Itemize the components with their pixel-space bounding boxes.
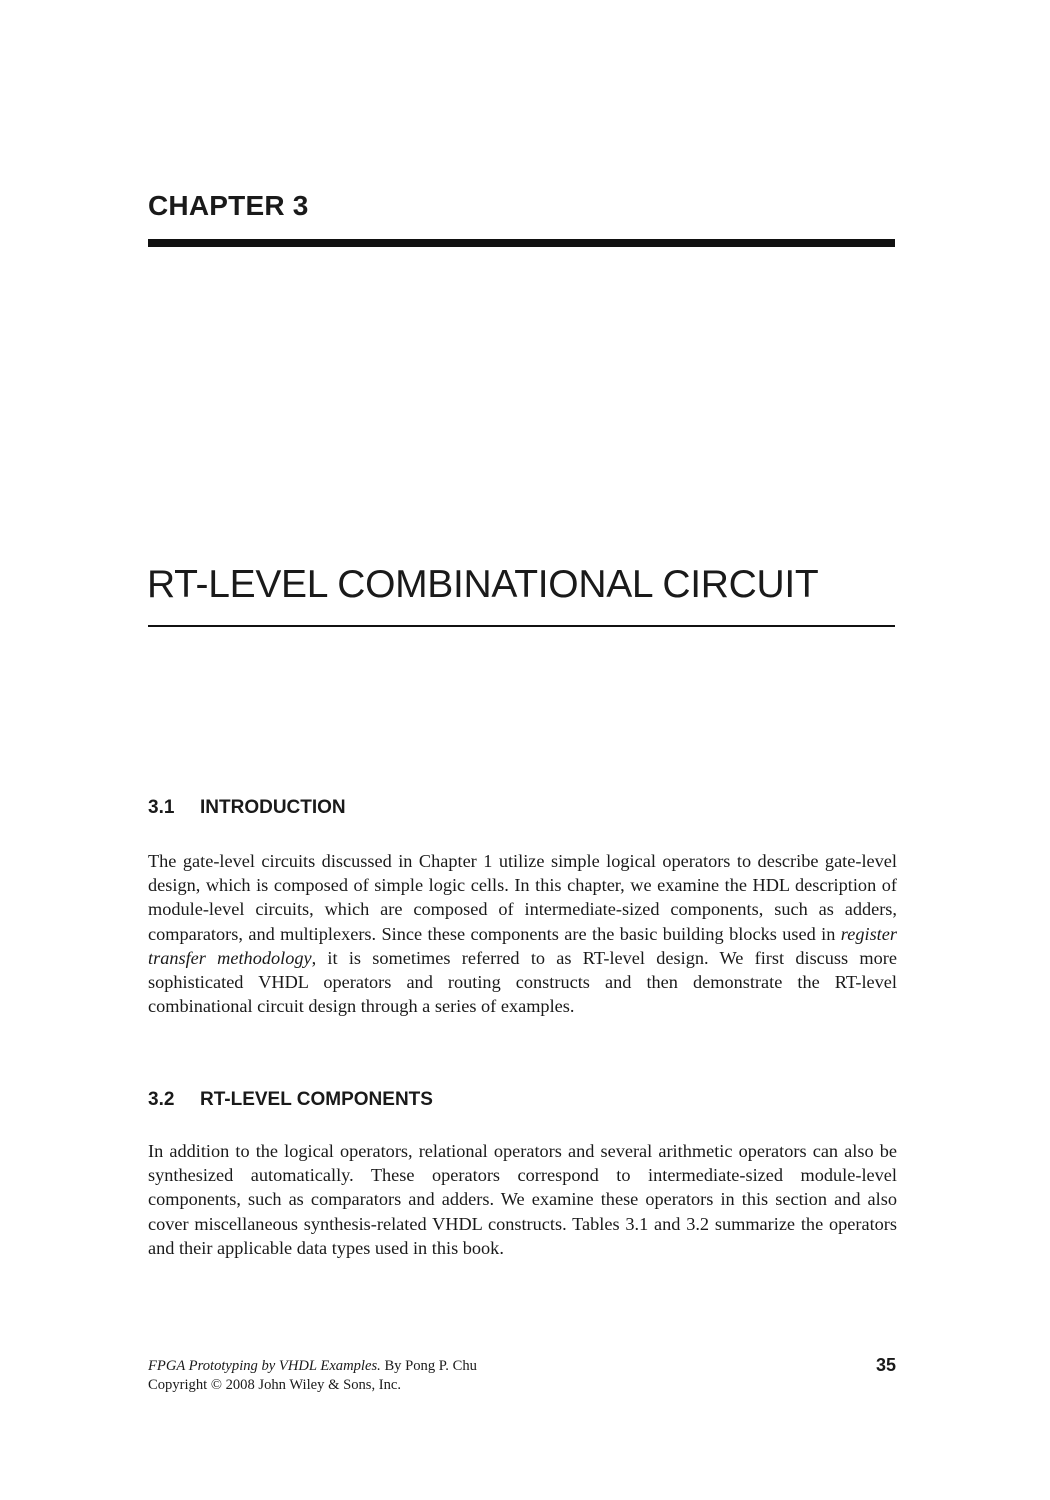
chapter-rule	[148, 239, 895, 247]
emphasized-term: register transfer methodology	[148, 923, 897, 968]
page-number: 35	[875, 1355, 896, 1375]
paragraph-text: , it is sometimes referred to as RT-level design. We first discuss more sophisticated VHDL operators and routing constructs and then demonstrate the RT-level combinational circuit design through a series of examples.	[148, 947, 897, 1017]
chapter-title-rule	[148, 625, 895, 627]
footer-book-title: FPGA Prototyping by VHDL Examples.	[148, 1358, 381, 1374]
introduction-paragraph	[148, 849, 897, 1018]
footer-copyright: Copyright © 2008 John Wiley & Sons, Inc.	[148, 1377, 402, 1393]
section-number: 3.2	[148, 1089, 175, 1110]
chapter-title: RT-LEVEL COMBINATIONAL CIRCUIT	[147, 563, 819, 606]
paragraph-text: The gate-level circuits discussed in Chapter 1 utilize simple logical operators to describe gate-level design, which is composed of simple logic cells. In this chapter, we examine the HDL description of module-level circuits, which are composed of intermediate-sized components, such as adders, comparators, and multiplexers. Since these components are the basic building blocks used in	[148, 851, 897, 944]
chapter-label: CHAPTER 3	[148, 190, 309, 221]
section-heading-introduction	[148, 797, 346, 819]
section-title: RT-LEVEL COMPONENTS	[200, 1089, 433, 1110]
footer-citation	[148, 1357, 477, 1376]
rt-level-components-paragraph: In addition to the logical operators, relational operators and several arithmetic operators can also be synthesized automatically. These operators correspond to intermediate-sized module-level components, such as comparators and adders. We examine these operators in this section and also cover miscellaneous synthesis-related VHDL constructs. Tables 3.1 and 3.2 summarize the operators and their applicable data types used in this book.	[148, 1141, 897, 1258]
page-footer	[148, 1357, 477, 1395]
footer-author: By Pong P. Chu	[384, 1358, 477, 1374]
section-heading-rt-level-components	[148, 1089, 433, 1111]
section-number: 3.1	[148, 797, 175, 818]
section-title: INTRODUCTION	[200, 797, 346, 818]
